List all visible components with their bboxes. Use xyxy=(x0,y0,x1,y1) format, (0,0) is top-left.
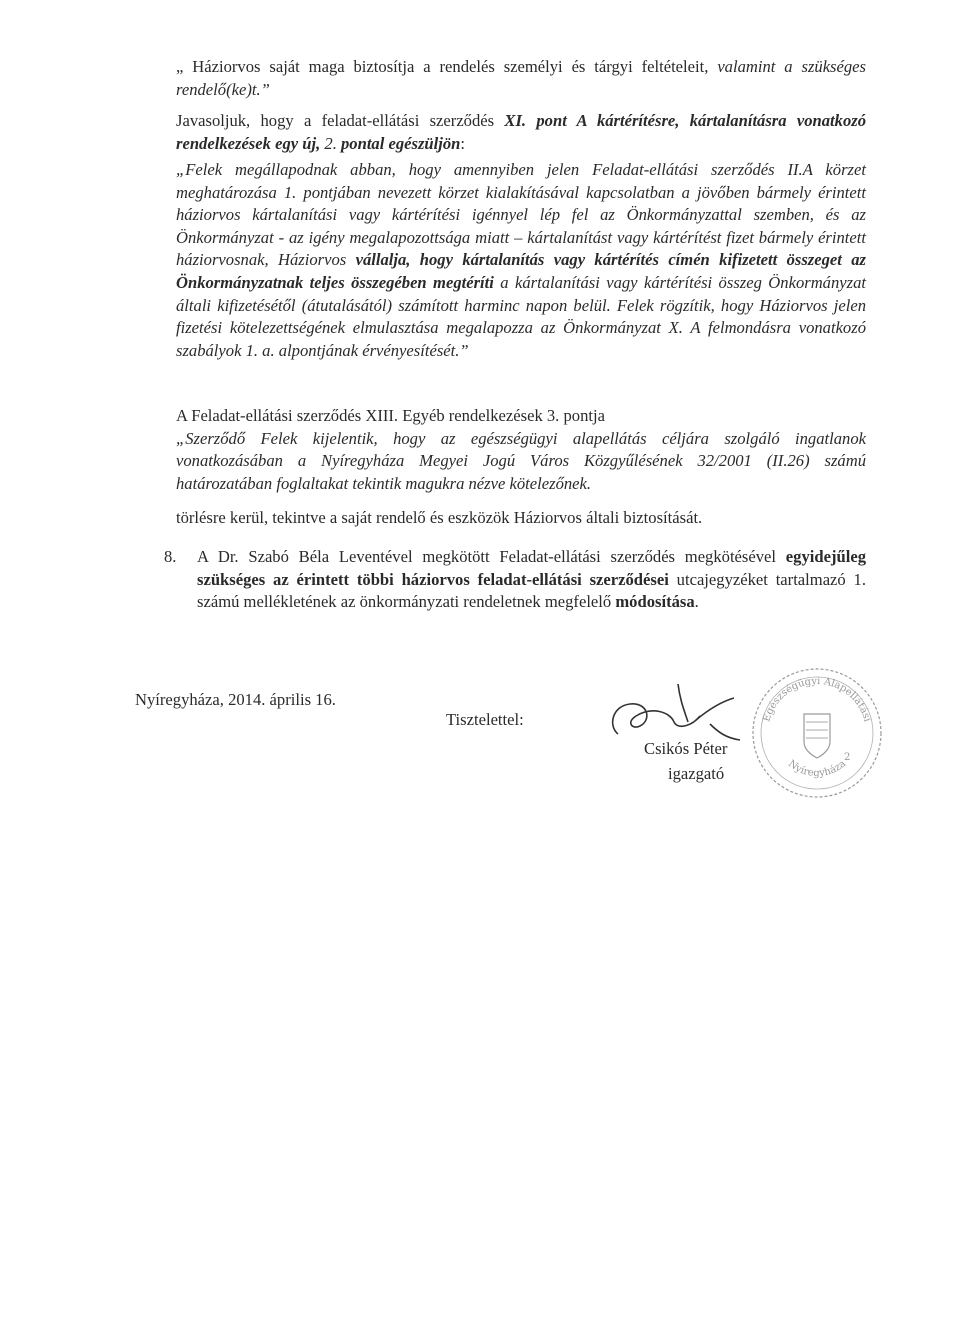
signer-title: igazgató xyxy=(668,764,725,783)
paragraph-proposal xyxy=(176,110,866,155)
closing-greeting: Tisztelettel: xyxy=(446,710,524,729)
item-number: 8. xyxy=(164,547,177,566)
p4-after: törlésre kerül, tekintve a saját rendelő és eszközök Háziorvos általi biztosítását. xyxy=(176,508,703,528)
coat-of-arms-icon xyxy=(804,714,830,758)
item8-bold2: módosítása xyxy=(615,592,695,612)
p2-text: Javasoljuk, hogy a feladat-ellátási szerződés xyxy=(176,111,505,130)
stamp-text-top: Egészségügyi Alapellátási xyxy=(761,675,873,724)
official-stamp xyxy=(748,664,886,802)
svg-text:Egészségügyi Alapellátási xyxy=(761,676,872,723)
p4-quote: „Szerződő Felek kijelentik, hogy az egészségügyi alapellátás céljára szolgáló ingatlanok vonatkozásában a Nyíregyháza Megyei Jogú Város Közgyűlésének 32/2001 (II.26) számú határozatában foglaltakat tekintik magukra nézve kötelezőnek. xyxy=(176,428,866,493)
p3-bold: vállalja, hogy kártalanítás vagy kártérítés címén kifizetett összeget az Önkormányzatnak teljes összegében megtéríti xyxy=(176,250,866,292)
p2-bold2: pontal egészüljön xyxy=(336,133,461,153)
paragraph-compensation-clause xyxy=(176,159,866,362)
p1-italic: valamint a szükséges rendelő(ke)t.” xyxy=(176,57,867,99)
svg-text:Nyíregyháza xyxy=(786,758,848,779)
p2-bold1: XI. pont A kártérítésre, kártalanításra vonatkozó rendelkezések egy új, xyxy=(176,111,867,153)
item8-end: . xyxy=(694,592,699,612)
stamp-text-bottom: Nyíregyháza xyxy=(785,758,849,780)
p1-text: „ Háziorvos saját maga biztosítja a rendelés személyi és tárgyi feltételeit, xyxy=(176,57,718,76)
p4-line: A Feladat-ellátási szerződés XIII. Egyéb rendelkezések 3. pontja xyxy=(176,406,605,425)
p3-part1: „Felek megállapodnak abban, hogy amennyiben jelen Feladat-ellátási szerződés II.A körzet meghatározása 1. pontjában nevezett körzet kialakításával kapcsolatban a jövőben bármely érintett háziorvos kártalanítási vagy kártérítési igénnyel lép fel az Önkormányzattal szemben, és az Önkormányzat - az igény megalapozottsága miatt – kártalanítást vagy kártérítést fizet bármely érintett háziorvosnak, Háziorvos xyxy=(176,160,866,270)
p2-colon: : xyxy=(460,133,466,153)
p2-num: 2. xyxy=(324,133,337,153)
item8-text2: utcajegyzéket tartalmazó 1. számú mellékletének az önkormányzati rendeletnek megfelelő xyxy=(197,569,866,612)
stamp-number: 2 xyxy=(844,752,851,763)
signer-name: Csikós Péter xyxy=(644,739,728,758)
paragraph-section-xiii xyxy=(176,405,866,530)
item8-text1: A Dr. Szabó Béla Leventével megkötött Feladat-ellátási szerződés megkötésével xyxy=(197,547,786,566)
paragraph-home-doctor-provision xyxy=(176,56,866,101)
handwritten-signature xyxy=(600,676,750,746)
p3-part2: a kártalanítási vagy kártérítési összeg Önkormányzat általi kifizetésétől (átutalásától) számított harminc napon belül. Felek rögzítik, hogy Háziorvos jelen fizetési kötelezettségének elmulasztása megalapozza az Önkormányzat X. A felmondásra vonatkozó szabályok 1. a. alpontjának érvényesítését.” xyxy=(176,272,866,360)
place-date: Nyíregyháza, 2014. április 16. xyxy=(135,690,336,709)
item8-bold1: egyidejűleg szükséges az érintett többi háziorvos feladat-ellátási szerződései xyxy=(197,547,866,589)
numbered-item-8 xyxy=(164,546,866,614)
